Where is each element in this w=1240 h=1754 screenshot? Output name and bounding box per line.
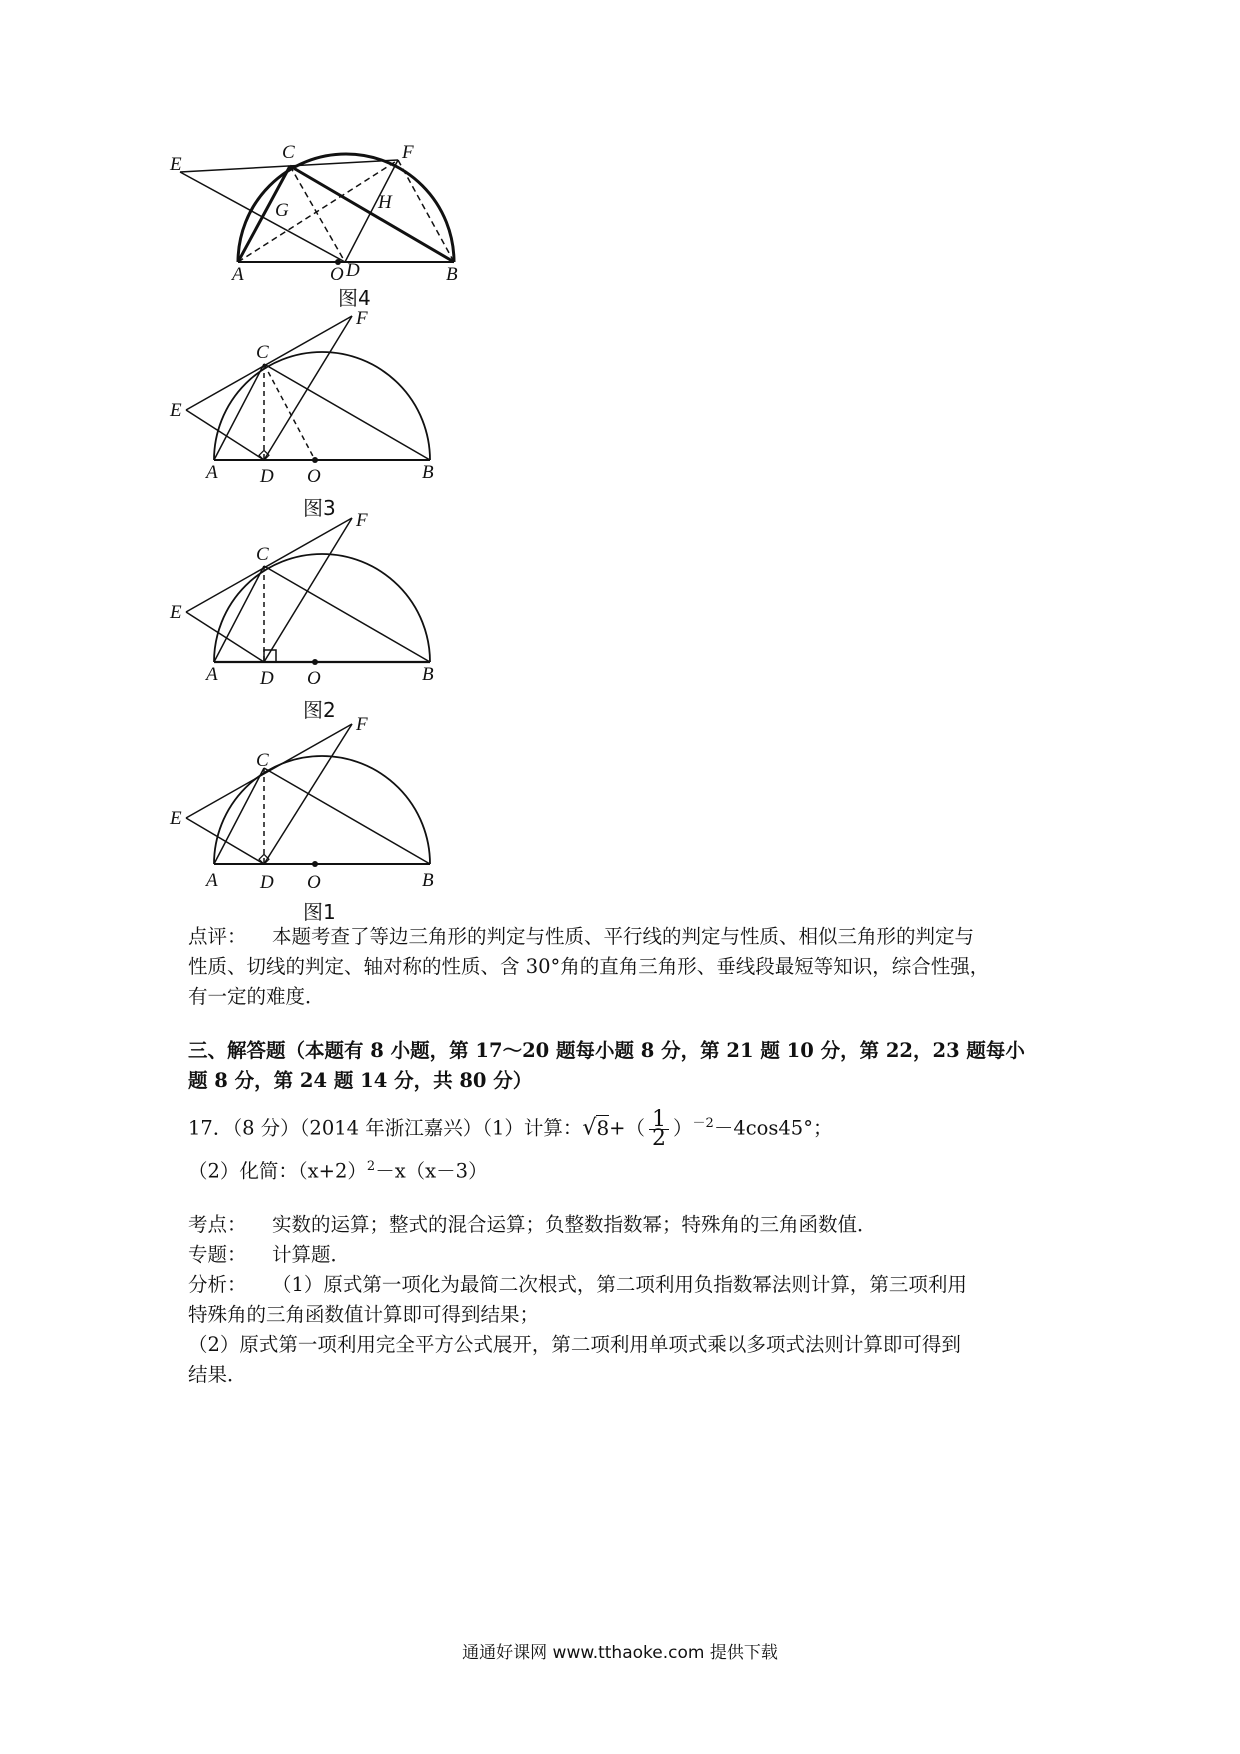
figure-4 xyxy=(170,142,490,294)
label-E: E xyxy=(170,602,182,623)
zhuanti-text: 计算题． xyxy=(272,1243,351,1266)
fraction-numerator: 1 xyxy=(649,1111,669,1130)
problem-17-part2-prefix: （2）化简：（x+2） xyxy=(188,1159,367,1183)
footer: 通通好课网 www.tthaoke.com 提供下载 xyxy=(462,1643,778,1663)
plus-paren: +（ xyxy=(609,1116,646,1140)
problem-17-part2-suffix: －x（x－3） xyxy=(375,1159,488,1183)
label-D: D xyxy=(260,668,274,689)
label-G: G xyxy=(275,200,289,221)
fraction-denominator: 2 xyxy=(652,1125,667,1151)
label-A: A xyxy=(206,664,218,685)
fenxi-line-3: （2）原式第一项利用完全平方公式展开，第二项利用单项式乘以多项式法则计算即可得到 xyxy=(188,1333,961,1356)
label-B: B xyxy=(446,264,458,285)
label-E: E xyxy=(170,154,182,175)
label-C: C xyxy=(256,544,269,565)
label-D: D xyxy=(346,260,360,281)
close-paren: ） xyxy=(673,1116,693,1140)
figure-4-caption: 图4 xyxy=(338,286,371,310)
label-D: D xyxy=(260,872,274,893)
problem-17-part1-suffix: －4cos45°； xyxy=(713,1116,833,1140)
zhuanti-label: 专题： xyxy=(188,1243,247,1266)
kaodian-label: 考点： xyxy=(188,1213,247,1236)
review-line-3: 有一定的难度． xyxy=(188,985,325,1008)
label-F: F xyxy=(402,142,414,163)
label-O: O xyxy=(307,668,321,689)
label-O: O xyxy=(307,872,321,893)
label-O: O xyxy=(330,264,344,285)
figure-1 xyxy=(170,716,490,900)
label-A: A xyxy=(206,462,218,483)
sqrt-symbol: √ xyxy=(582,1115,597,1141)
label-O: O xyxy=(307,466,321,487)
figure-2-caption: 图2 xyxy=(303,698,336,722)
part2-exponent: 2 xyxy=(366,1159,376,1174)
label-H: H xyxy=(378,192,392,213)
kaodian-text: 实数的运算；整式的混合运算；负整数指数幂；特殊角的三角函数值． xyxy=(272,1213,877,1236)
fenxi-line-4: 结果． xyxy=(188,1363,247,1386)
sqrt-radicand: 8 xyxy=(596,1115,610,1140)
problem-17-part1-prefix: 17．（8 分）（2014 年浙江嘉兴）（1）计算： xyxy=(188,1116,583,1140)
problem-17 xyxy=(188,1102,1058,1187)
label-C: C xyxy=(282,142,295,163)
fenxi-label: 分析： xyxy=(188,1273,247,1296)
review-line-1: 本题考查了等边三角形的判定与性质、平行线的判定与性质、相似三角形的判定与 xyxy=(272,925,975,948)
label-E: E xyxy=(170,400,182,421)
label-F: F xyxy=(356,714,368,735)
figure-3 xyxy=(170,308,490,496)
label-E: E xyxy=(170,808,182,829)
label-A: A xyxy=(206,870,218,891)
fraction xyxy=(649,1106,669,1151)
label-B: B xyxy=(422,462,434,483)
figure-2 xyxy=(170,510,490,698)
review-line-2: 性质、切线的判定、轴对称的性质、含 30°角的直角三角形、垂线段最短等知识，综合性强， xyxy=(188,955,990,978)
fenxi-line-1: （1）原式第一项化为最简二次根式，第二项利用负指数幂法则计算，第三项利用 xyxy=(272,1273,967,1296)
label-C: C xyxy=(256,750,269,771)
label-B: B xyxy=(422,870,434,891)
label-F: F xyxy=(356,308,368,329)
label-B: B xyxy=(422,664,434,685)
review-block xyxy=(188,922,1058,1012)
fenxi-line-2: 特殊角的三角函数值计算即可得到结果； xyxy=(188,1303,540,1326)
figure-1-caption: 图1 xyxy=(303,900,336,924)
label-F: F xyxy=(356,510,368,531)
label-C: C xyxy=(256,342,269,363)
review-label: 点评： xyxy=(188,925,247,948)
figure-3-caption: 图3 xyxy=(303,496,336,520)
label-A: A xyxy=(232,264,244,285)
section-heading-line-1: 三、解答题（本题有 8 小题，第 17～20 题每小题 8 分，第 21 题 10 分，第 22，23 题每小 xyxy=(188,1039,1025,1062)
exponent: －2 xyxy=(692,1116,714,1131)
label-D: D xyxy=(260,466,274,487)
section-heading-line-2: 题 8 分，第 24 题 14 分，共 80 分） xyxy=(188,1069,533,1092)
solution-notes xyxy=(188,1210,1058,1390)
section-heading xyxy=(188,1036,1058,1096)
